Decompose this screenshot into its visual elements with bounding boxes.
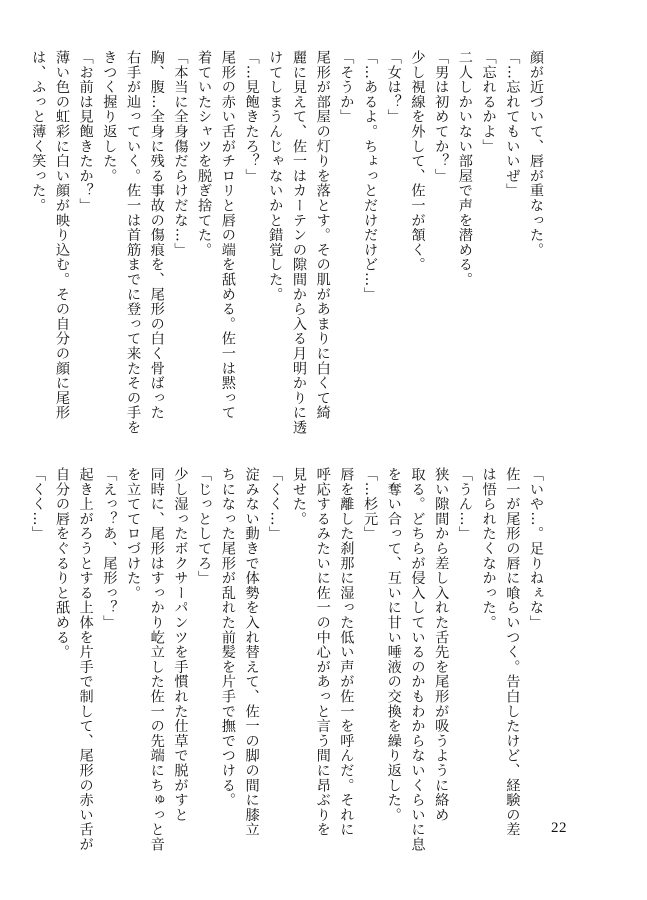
text-line: 二人しかいない部屋で声を潜める。: [456, 50, 473, 287]
text-line: 麗に見えて、佐一はカーテンの隙間から入る月明かりに透: [290, 50, 307, 435]
text-line: は、ふっと薄く笑った。: [30, 50, 47, 213]
text-line: は悟られたくなかった。: [480, 467, 497, 630]
text-line: きつく握り返した。: [101, 50, 118, 184]
text-line: 「くく…」: [30, 467, 47, 541]
page-number: 22: [551, 820, 567, 836]
text-line: 少し湿ったボクサーパンツを手慣れた仕草で脱がすと: [172, 467, 189, 823]
text-line: 淀みない動きで体勢を入れ替えて、佐一の脚の間に膝立: [243, 467, 260, 837]
text-line: 「…忘れてもいいぜ」: [504, 50, 521, 198]
text-line: 尾形が部屋の灯りを落とす。その肌があまりに白くて綺: [314, 50, 331, 420]
text-line: 「そうか」: [338, 50, 355, 124]
text-line: 自分の唇をぐるりと舐める。: [53, 467, 70, 660]
text-line: 唇を離した刹那に湿った低い声が佐一を呼んだ。それに: [338, 467, 355, 837]
text-line: 見せた。: [290, 467, 307, 527]
text-line: 取る。どちらが侵入しているのかもわからないくらいに息: [409, 467, 426, 852]
text-line: 「うん…」: [456, 467, 473, 541]
text-line: 「本当に全身傷だらけだな…」: [172, 50, 189, 258]
text-line: 胸、腹…全身に残る事故の傷痕を、尾形の白く骨ばった: [148, 50, 165, 420]
text-line: 「…杉元」: [362, 467, 379, 541]
text-line: 「女は？」: [385, 50, 402, 124]
text-line: 「じっとしてろ」: [196, 467, 213, 586]
text-line: 「…あるよ。ちょっとだけだけど…」: [362, 50, 379, 302]
text-line: 呼応するみたいに佐一の中心があっと言う間に昂ぶりを: [314, 467, 331, 837]
text-line: 顔が近づいて、唇が重なった。: [528, 50, 544, 258]
text-line: ちになった尾形が乱れた前髪を片手で撫でつける。: [219, 467, 236, 808]
text-line: 狭い隙間から差し入れた舌先を尾形が吸うように絡め: [433, 467, 450, 823]
text-line: 「お前は見飽きたか？」: [77, 50, 94, 213]
text-line: 「忘れるかよ」: [480, 50, 497, 154]
text-line: を奪い合って、互いに甘い唾液の交換を繰り返した。: [385, 467, 402, 823]
text-line: 「…見飽きたろ？」: [243, 50, 260, 184]
upper-text-block: [26, 50, 547, 435]
text-line: 右手が辿っていく。佐一は首筋までに登って来たその手を: [125, 50, 142, 435]
text-line: 少し視線を外して、佐一が頷く。: [409, 50, 426, 272]
text-line: 「男は初めてか？」: [433, 50, 450, 184]
text-line: 佐一が尾形の唇に喰らいつく。告白したけど、経験の差: [504, 467, 521, 837]
text-line: 着ていたシャツを脱ぎ捨てた。: [196, 50, 213, 258]
text-line: 起き上がろうとする上体を片手で制して、尾形の赤い舌が: [77, 467, 94, 852]
text-line: 薄い色の虹彩に白い顔が映り込む。その自分の顔に尾形: [53, 50, 70, 420]
text-line: 同時に、尾形はすっかり屹立した佐一の先端にちゅっと音: [148, 467, 165, 852]
text-line: 「くく…」: [267, 467, 284, 541]
text-line: 「いや…。足りねぇな」: [528, 467, 544, 630]
lower-text-block: [26, 467, 547, 852]
text-line: 「えっ？あ、尾形っ？」: [101, 467, 118, 630]
text-line: を立ててロづけた。: [125, 467, 142, 601]
text-line: けてしまうんじゃないかと錯覚した。: [267, 50, 284, 302]
text-line: 尾形の赤い舌がチロリと唇の端を舐める。佐一は黙って: [219, 50, 236, 420]
